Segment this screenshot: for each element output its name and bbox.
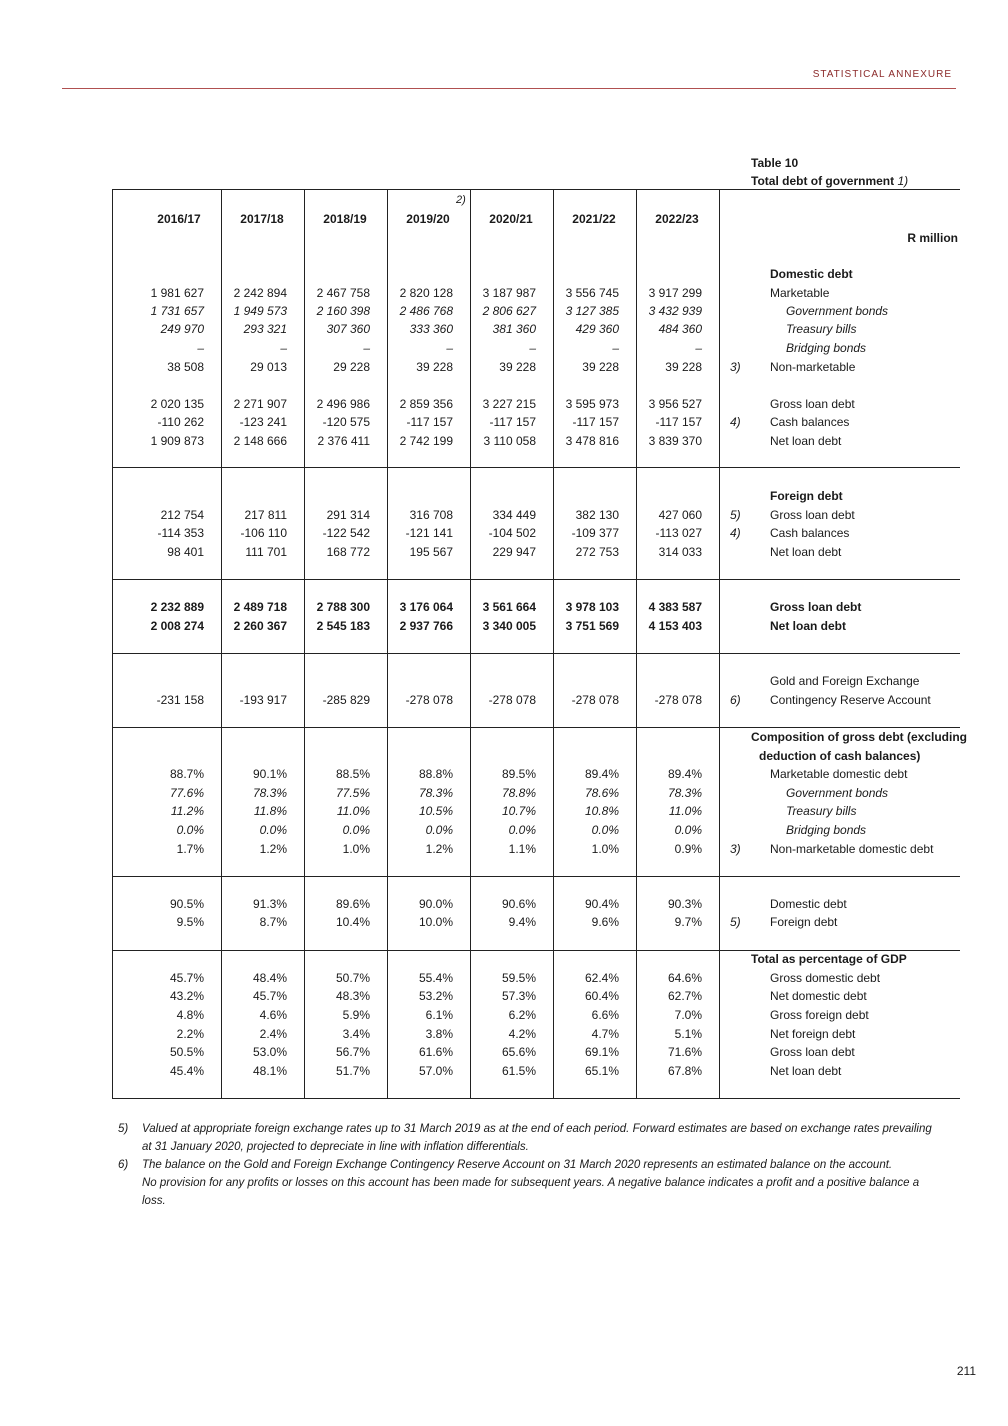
table-cell: 3.4% [342, 1027, 370, 1041]
table-cell: 2 232 889 [150, 600, 204, 614]
row-label: Gross loan debt [770, 1045, 855, 1059]
table-cell: 9.4% [508, 915, 536, 929]
row-label: Net loan debt [770, 1064, 842, 1078]
table-cell: 212 754 [160, 508, 204, 522]
row-label: Total as percentage of GDP [751, 952, 907, 966]
row-label: Net foreign debt [770, 1027, 856, 1041]
table-cell: -117 157 [655, 415, 702, 429]
table-subtitle-note: 1) [897, 174, 909, 188]
table-cell: -122 542 [322, 526, 370, 540]
table-cell: 3 595 973 [565, 397, 619, 411]
table-cell: 57.0% [418, 1064, 453, 1078]
table-cell: 55.4% [418, 971, 453, 985]
table-cell: – [446, 341, 453, 355]
table-cell: 50.5% [169, 1045, 204, 1059]
table-cell: 9.7% [674, 915, 702, 929]
footnotes [118, 1120, 938, 1210]
row-label: Non-marketable domestic debt [770, 842, 934, 856]
table-cell: 90.4% [584, 897, 619, 911]
table-cell: 77.5% [335, 786, 370, 800]
table-cell: 8.7% [259, 915, 287, 929]
table-row [0, 619, 1008, 637]
table-cell: 89.5% [501, 767, 536, 781]
table-row [0, 730, 1008, 748]
row-label: Domestic debt [770, 267, 853, 281]
table-cell: 2 242 894 [233, 286, 287, 300]
table-row [0, 322, 1008, 340]
row-label: Government bonds [786, 304, 889, 318]
row-label: Marketable domestic debt [770, 767, 908, 781]
row-label: Cash balances [770, 415, 850, 429]
table-cell: – [612, 341, 619, 355]
footnote [118, 1120, 938, 1156]
table-cell: 1.2% [425, 842, 453, 856]
table-cell: 10.5% [418, 804, 453, 818]
row-label: Cash balances [770, 526, 850, 540]
row-label: Government bonds [786, 786, 889, 800]
table-cell: 291 314 [326, 508, 370, 522]
row-label: Bridging bonds [786, 823, 867, 837]
year-header-note: 2) [456, 194, 466, 206]
table-cell: 39 228 [665, 360, 702, 374]
table-cell: 4.6% [259, 1008, 287, 1022]
table-cell: 9.5% [176, 915, 204, 929]
table-cell: -117 157 [489, 415, 536, 429]
table-cell: 3 187 987 [482, 286, 536, 300]
table-cell: 39 228 [499, 360, 536, 374]
table-cell: 1.1% [508, 842, 536, 856]
table-row [0, 971, 1008, 989]
table-top-rule [112, 189, 960, 190]
row-label: Treasury bills [786, 804, 857, 818]
row-label: Non-marketable [770, 360, 856, 374]
table-row [0, 341, 1008, 359]
table-cell: 45.7% [252, 989, 287, 1003]
table-cell: 2 545 183 [316, 619, 370, 633]
table-row [0, 286, 1008, 304]
footnote-line: No provision for any profits or losses on this account has been made for subsequent years. A negative balance indicates a profit and a positive balance a loss. [142, 1177, 920, 1207]
row-label: Gold and Foreign Exchange [770, 674, 920, 688]
table-cell: 2 788 300 [316, 600, 370, 614]
row-label: Foreign debt [770, 489, 843, 503]
table-cell: 90.5% [169, 897, 204, 911]
table-row [0, 1045, 1008, 1063]
table-cell: 2 467 758 [316, 286, 370, 300]
row-note: 4) [730, 415, 741, 429]
table-cell: -278 078 [654, 693, 702, 707]
table-cell: 53.2% [418, 989, 453, 1003]
table-cell: 249 970 [160, 322, 204, 336]
table-cell: 11.0% [336, 804, 370, 818]
table-cell: 381 360 [492, 322, 536, 336]
table-bottom-rule [112, 1098, 960, 1099]
table-cell: 2 020 135 [150, 397, 204, 411]
table-row [0, 952, 1008, 970]
section-rule [112, 876, 960, 877]
table-row [0, 267, 1008, 285]
table-cell: 6.2% [508, 1008, 536, 1022]
table-cell: 293 321 [243, 322, 287, 336]
table-row [0, 915, 1008, 933]
row-note: 6) [730, 693, 741, 707]
table-row [0, 749, 1008, 767]
table-cell: 2 806 627 [482, 304, 536, 318]
table-row [0, 842, 1008, 860]
table-row [0, 693, 1008, 711]
table-cell: 3 478 816 [565, 434, 619, 448]
row-label: Net loan debt [770, 434, 842, 448]
table-cell: 10.7% [501, 804, 536, 818]
table-cell: 0.0% [674, 823, 702, 837]
table-row [0, 674, 1008, 692]
table-cell: -278 078 [405, 693, 453, 707]
table-cell: 3 227 215 [482, 397, 536, 411]
table-cell: 29 228 [333, 360, 370, 374]
table-cell: 59.5% [501, 971, 536, 985]
row-label: Gross loan debt [770, 600, 862, 614]
year-header: 2018/19 [323, 212, 367, 226]
table-cell: 2 260 367 [233, 619, 287, 633]
table-cell: 3 340 005 [482, 619, 536, 633]
table-cell: 50.7% [335, 971, 370, 985]
table-cell: 3 978 103 [565, 600, 619, 614]
table-cell: 69.1% [584, 1045, 619, 1059]
table-cell: 217 811 [244, 508, 287, 522]
table-cell: 2 496 986 [316, 397, 370, 411]
table-cell: 3 127 385 [565, 304, 619, 318]
row-label: Net loan debt [770, 545, 842, 559]
section-rule [112, 467, 960, 468]
table-cell: 3.8% [425, 1027, 453, 1041]
unit-label: R million [907, 231, 958, 245]
table-cell: 1.2% [259, 842, 287, 856]
table-row [0, 434, 1008, 452]
table-cell: 6.6% [591, 1008, 619, 1022]
table-cell: 316 708 [409, 508, 453, 522]
table-cell: 71.6% [667, 1045, 702, 1059]
table-cell: 77.6% [169, 786, 204, 800]
table-cell: 88.5% [335, 767, 370, 781]
table-cell: 90.0% [418, 897, 453, 911]
table-row [0, 786, 1008, 804]
table-cell: 2 486 768 [399, 304, 453, 318]
table-cell: 2 859 356 [399, 397, 453, 411]
table-cell: 45.4% [169, 1064, 204, 1078]
table-cell: – [363, 341, 370, 355]
table-cell: 5.9% [342, 1008, 370, 1022]
footnote-line: at 31 January 2020, projected to depreciate in line with inflation differentials. [142, 1141, 529, 1153]
row-label: Domestic debt [770, 897, 847, 911]
table-cell: 89.6% [335, 897, 370, 911]
table-cell: 57.3% [501, 989, 536, 1003]
table-cell: 1.7% [176, 842, 204, 856]
table-cell: 10.8% [584, 804, 619, 818]
table-row [0, 545, 1008, 563]
table-cell: 48.4% [252, 971, 287, 985]
table-cell: 3 110 058 [483, 434, 536, 448]
table-cell: 3 176 064 [399, 600, 453, 614]
table-cell: – [197, 341, 204, 355]
table-cell: 1 909 873 [150, 434, 204, 448]
table-row [0, 508, 1008, 526]
table-cell: 56.7% [335, 1045, 370, 1059]
year-header: 2019/20 [406, 212, 450, 226]
table-cell: -106 110 [240, 526, 287, 540]
row-label: Composition of gross debt (excluding [751, 730, 967, 744]
page-number: 211 [956, 1364, 976, 1378]
table-cell: 89.4% [667, 767, 702, 781]
table-cell: 91.3% [252, 897, 287, 911]
table-row [0, 526, 1008, 544]
table-cell: 334 449 [492, 508, 536, 522]
table-subtitle-text: Total debt of government [751, 174, 895, 188]
table-cell: 4 383 587 [648, 600, 702, 614]
table-cell: 9.6% [591, 915, 619, 929]
table-cell: 48.1% [252, 1064, 287, 1078]
row-label: Net loan debt [770, 619, 847, 633]
table-row [0, 1064, 1008, 1082]
table-cell: 168 772 [326, 545, 370, 559]
table-cell: 45.7% [169, 971, 204, 985]
table-cell: 382 130 [575, 508, 619, 522]
table-cell: 6.1% [425, 1008, 453, 1022]
footnote-line: The balance on the Gold and Foreign Exchange Contingency Reserve Account on 31 March 2020 represents an estimated balance on the account. [142, 1159, 893, 1171]
table-row [0, 804, 1008, 822]
table-cell: 484 360 [658, 322, 702, 336]
table-cell: -113 027 [655, 526, 702, 540]
table-cell: 11.2% [170, 804, 204, 818]
row-label: Foreign debt [770, 915, 838, 929]
table-cell: 60.4% [584, 989, 619, 1003]
table-cell: -278 078 [571, 693, 619, 707]
table-cell: 3 751 569 [565, 619, 619, 633]
table-subtitle [751, 174, 908, 188]
table-cell: 98 401 [167, 545, 204, 559]
year-header: 2020/21 [489, 212, 533, 226]
table-cell: 229 947 [492, 545, 536, 559]
table-cell: 11.0% [668, 804, 702, 818]
table-cell: 0.0% [259, 823, 287, 837]
table-cell: 5.1% [674, 1027, 702, 1041]
table-cell: 3 839 370 [648, 434, 702, 448]
table-cell: -110 262 [157, 415, 204, 429]
table-cell: 39 228 [582, 360, 619, 374]
table-cell: 2.4% [259, 1027, 287, 1041]
table-cell: 88.7% [169, 767, 204, 781]
table-row [0, 304, 1008, 322]
table-cell: 62.7% [667, 989, 702, 1003]
table-row [0, 1027, 1008, 1045]
table-cell: 0.0% [176, 823, 204, 837]
table-cell: 89.4% [584, 767, 619, 781]
table-cell: 4.7% [591, 1027, 619, 1041]
table-cell: 427 060 [658, 508, 702, 522]
table-cell: 64.6% [667, 971, 702, 985]
table-cell: – [695, 341, 702, 355]
table-cell: 0.0% [342, 823, 370, 837]
table-cell: 111 701 [245, 545, 287, 559]
table-cell: 61.6% [418, 1045, 453, 1059]
table-cell: 38 508 [167, 360, 204, 374]
table-row [0, 489, 1008, 507]
table-cell: 51.7% [335, 1064, 370, 1078]
table-cell: 4.2% [508, 1027, 536, 1041]
table-cell: 11.8% [253, 804, 287, 818]
table-cell: 4.8% [176, 1008, 204, 1022]
row-label: Net domestic debt [770, 989, 867, 1003]
table-cell: 4 153 403 [648, 619, 702, 633]
table-row [0, 600, 1008, 618]
table-cell: 1 731 657 [150, 304, 204, 318]
row-label: Treasury bills [786, 322, 857, 336]
table-cell: 333 360 [409, 322, 453, 336]
table-cell: 2 742 199 [399, 434, 453, 448]
table-cell: 2 376 411 [317, 434, 370, 448]
row-label: Gross domestic debt [770, 971, 881, 985]
table-cell: 1.0% [591, 842, 619, 856]
year-header: 2022/23 [655, 212, 699, 226]
row-label: Gross loan debt [770, 508, 855, 522]
table-cell: 272 753 [575, 545, 619, 559]
table-cell: -109 377 [571, 526, 619, 540]
table-cell: 90.1% [252, 767, 287, 781]
table-cell: 78.3% [667, 786, 702, 800]
table-cell: 10.4% [335, 915, 370, 929]
footnote-key: 6) [118, 1159, 129, 1171]
table-cell: 3 561 664 [482, 600, 536, 614]
table-cell: 2 008 274 [150, 619, 204, 633]
section-rule [112, 579, 960, 580]
row-note: 5) [730, 508, 741, 522]
table-cell: 43.2% [169, 989, 204, 1003]
header-rule [62, 88, 956, 89]
table-cell: 90.6% [501, 897, 536, 911]
row-note: 5) [730, 915, 741, 929]
table-cell: 78.6% [584, 786, 619, 800]
table-cell: 90.3% [667, 897, 702, 911]
table-cell: -104 502 [488, 526, 536, 540]
table-row [0, 415, 1008, 433]
section-rule [112, 950, 960, 951]
table-cell: 2 489 718 [233, 600, 287, 614]
table-cell: 3 432 939 [648, 304, 702, 318]
table-cell: 48.3% [335, 989, 370, 1003]
row-label: Bridging bonds [786, 341, 867, 355]
table-cell: 53.0% [252, 1045, 287, 1059]
table-cell: -193 917 [239, 693, 287, 707]
row-note: 3) [730, 360, 741, 374]
table-cell: 1 981 627 [150, 286, 204, 300]
table-cell: 67.8% [667, 1064, 702, 1078]
section-rule [112, 653, 960, 654]
table-cell: 78.3% [252, 786, 287, 800]
table-cell: -120 575 [322, 415, 370, 429]
table-cell: 1 949 573 [233, 304, 287, 318]
table-cell: 65.6% [501, 1045, 536, 1059]
table-cell: -231 158 [156, 693, 204, 707]
table-cell: – [529, 341, 536, 355]
table-cell: 29 013 [250, 360, 287, 374]
table-cell: 0.9% [674, 842, 702, 856]
table-row [0, 897, 1008, 915]
table-cell: 62.4% [584, 971, 619, 985]
table-cell: 3 917 299 [648, 286, 702, 300]
table-row [0, 823, 1008, 841]
table-row [0, 1008, 1008, 1026]
table-cell: 0.0% [425, 823, 453, 837]
table-cell: 2 271 907 [233, 397, 287, 411]
table-cell: 195 567 [409, 545, 453, 559]
row-label: Contingency Reserve Account [770, 693, 931, 707]
table-cell: 65.1% [584, 1064, 619, 1078]
row-note: 4) [730, 526, 741, 540]
table-cell: 88.8% [418, 767, 453, 781]
year-header: 2017/18 [240, 212, 284, 226]
table-row [0, 767, 1008, 785]
table-cell: 3 556 745 [565, 286, 619, 300]
table-cell: -114 353 [157, 526, 204, 540]
year-header: 2016/17 [157, 212, 201, 226]
table-cell: 3 956 527 [648, 397, 702, 411]
row-label: deduction of cash balances) [759, 749, 921, 763]
table-cell: -117 157 [572, 415, 619, 429]
section-rule [112, 727, 960, 728]
table-cell: 314 033 [658, 545, 702, 559]
row-note: 3) [730, 842, 741, 856]
table-row [0, 989, 1008, 1007]
table-cell: 39 228 [416, 360, 453, 374]
table-cell: 2 148 666 [233, 434, 287, 448]
table-cell: 2 820 128 [399, 286, 453, 300]
section-header: STATISTICAL ANNEXURE [812, 69, 952, 80]
row-label: Gross foreign debt [770, 1008, 869, 1022]
table-cell: 0.0% [591, 823, 619, 837]
row-label: Marketable [770, 286, 830, 300]
table-cell: 78.8% [501, 786, 536, 800]
table-cell: 2.2% [176, 1027, 204, 1041]
footnote-line: Valued at appropriate foreign exchange rates up to 31 March 2019 as at the end of each period. Forward estimates are based on exchange rates prevailing [142, 1123, 932, 1135]
table-cell: 2 160 398 [316, 304, 370, 318]
table-title: Table 10 [751, 156, 799, 170]
table-cell: 10.0% [418, 915, 453, 929]
table-cell: 0.0% [508, 823, 536, 837]
table-cell: -278 078 [488, 693, 536, 707]
table-row [0, 360, 1008, 378]
table-cell: 307 360 [326, 322, 370, 336]
table-cell: -285 829 [322, 693, 370, 707]
table-row [0, 397, 1008, 415]
table-cell: 7.0% [674, 1008, 702, 1022]
row-label: Gross loan debt [770, 397, 855, 411]
table-cell: 78.3% [418, 786, 453, 800]
table-cell: -117 157 [406, 415, 453, 429]
footnote-key: 5) [118, 1123, 129, 1135]
table-cell: -121 141 [405, 526, 453, 540]
table-cell: 429 360 [575, 322, 619, 336]
table-cell: 61.5% [501, 1064, 536, 1078]
table-cell: -123 241 [239, 415, 287, 429]
table-cell: 1.0% [342, 842, 370, 856]
footnote [118, 1156, 938, 1210]
table-cell: – [280, 341, 287, 355]
table-cell: 2 937 766 [399, 619, 453, 633]
year-header: 2021/22 [572, 212, 616, 226]
